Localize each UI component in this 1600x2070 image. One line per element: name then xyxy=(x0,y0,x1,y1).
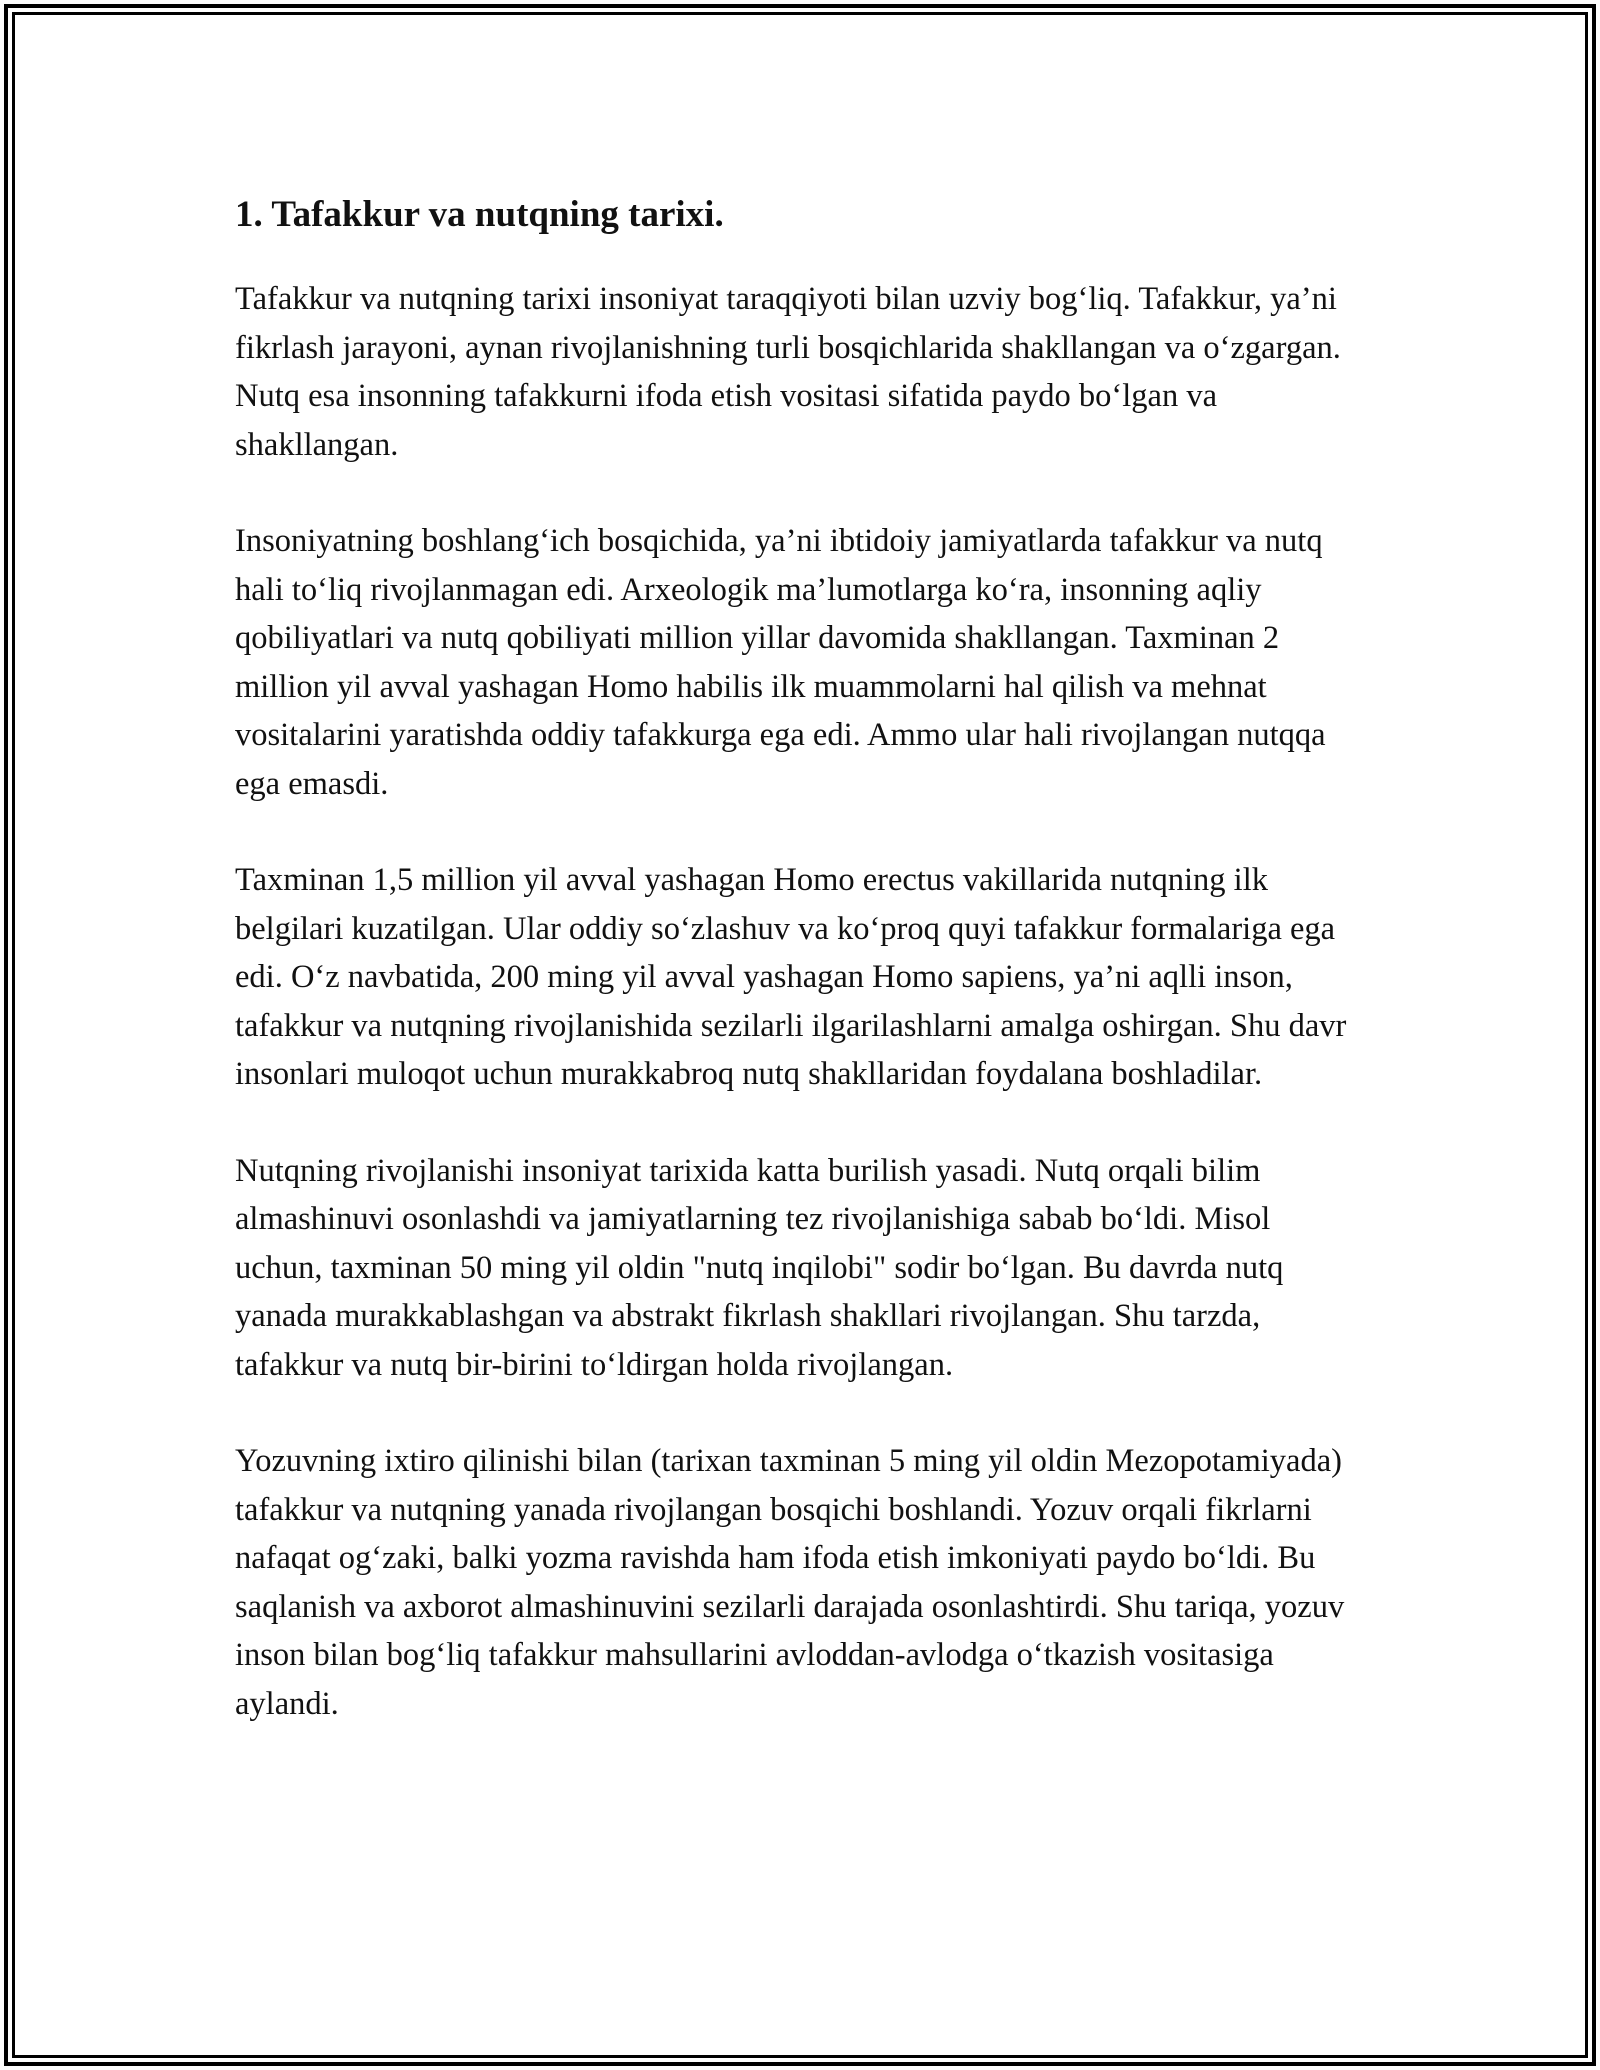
paragraph-4: Nutqning rivojlanishi insoniyat tarixida katta burilish yasadi. Nutq orqali bilim almashinuvi osonlashdi va jamiyatlarning tez rivojlanishiga sabab bo‘ldi. Misol uchun, taxminan 50 ming yil oldin "nutq inqilobi" sodir bo‘lgan. Bu davrda nutq yanada murakkablashgan va abstrakt fikrlash shakllari rivojlangan. Shu tarzda, tafakkur va nutq bir-birini to‘ldirgan holda rivojlangan. xyxy=(235,1152,1284,1383)
document-body xyxy=(235,185,1365,1776)
paragraph-3: Taxminan 1,5 million yil avval yashagan Homo erectus vakillarida nutqning ilk belgilari kuzatilgan. Ular oddiy so‘zlashuv va ko‘proq quyi tafakkur formalariga ega edi. O‘z navbatida, 200 ming yil avval yashagan Homo sapiens, ya’ni aqlli inson, tafakkur va nutqning rivojlanishida sezilarli ilgarilashlarni amalga oshirgan. Shu davr insonlari muloqot uchun murakkabroq nutq shakllaridan foydalana boshladilar. xyxy=(235,862,1347,1092)
paragraph-5: Yozuvning ixtiro qilinishi bilan (tarixan taxminan 5 ming yil oldin Mezopotamiyada) tafakkur va nutqning yanada rivojlangan bosqichi boshlandi. Yozuv orqali fikrlarni nafaqat og‘zaki, balki yozma ravishda ham ifoda etish imkoniyati paydo bo‘ldi. Bu saqlanish va axborot almashinuvini sezilarli darajada osonlashtirdi. Shu tariqa, yozuv inson bilan bog‘liq tafakkur mahsullarini avloddan-avlodga o‘tkazish vositasiga aylandi. xyxy=(235,1443,1345,1722)
paragraph-2: Insoniyatning boshlang‘ich bosqichida, ya’ni ibtidoiy jamiyatlarda tafakkur va nutq hali to‘liq rivojlanmagan edi. Arxeologik ma’lumotlarga ko‘ra, insonning aqliy qobiliyatlari va nutq qobiliyati million yillar davomida shakllangan. Taxminan 2 million yil avval yashagan Homo habilis ilk muammolarni hal qilish va mehnat vositalarini yaratishda oddiy tafakkurga ega edi. Ammo ular hali rivojlangan nutqqa ega emasdi. xyxy=(235,523,1326,802)
document-title: 1. Tafakkur va nutqning tarixi. xyxy=(235,194,724,235)
paragraph-1: Tafakkur va nutqning tarixi insoniyat taraqqiyoti bilan uzviy bog‘liq. Tafakkur, ya’ni fikrlash jarayoni, aynan rivojlanishning turli bosqichlarida shakllangan va o‘zgargan. Nutq esa insonning tafakkurni ifoda etish vositasi sifatida paydo bo‘lgan va shakllangan. xyxy=(235,281,1341,463)
